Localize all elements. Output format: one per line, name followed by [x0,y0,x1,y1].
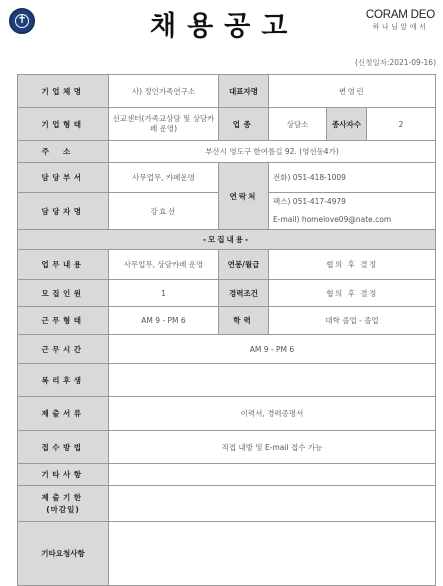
organization-logo [9,8,35,34]
row-work-type [18,307,436,335]
application-date: (신청일자:2021-09-16) [355,58,436,67]
value-documents: 이력서, 경력증명서 [109,397,436,431]
row-benefits [18,364,436,397]
value-work-type: AM 9 - PM 6 [109,307,219,335]
value-etc [109,464,436,486]
value-requests [109,522,436,586]
job-posting-form [17,74,436,586]
value-experience: 협의 후 결정 [269,280,436,307]
label-business-type: 기업형태 [18,108,109,141]
row-headcount [18,280,436,307]
row-etc [18,464,436,486]
row-deadline [18,486,436,522]
label-work-hours: 근무시간 [18,335,109,364]
value-method: 직접 내방 및 E-mail 접수 가능 [109,431,436,464]
brand-mark [366,9,435,32]
value-headcount: 1 [109,280,219,307]
value-salary: 협의 후 결정 [269,250,436,280]
row-department [18,163,436,193]
label-salary: 연봉/월급 [219,250,269,280]
value-job: 사무업무, 상담카페 운영 [109,250,219,280]
value-employees: 2 [367,108,436,141]
label-employees: 종사자수 [327,108,367,141]
row-work-hours [18,335,436,364]
value-industry: 상담소 [269,108,327,141]
brand-name-en: CORAM DEO [365,9,435,21]
label-deadline-sub: (마감일) [46,504,80,514]
label-representative: 대표자명 [219,75,269,108]
value-benefits [109,364,436,397]
row-method [18,431,436,464]
label-department: 담당부서 [18,163,109,193]
row-address [18,141,436,163]
label-work-type: 근무형태 [18,307,109,335]
value-email: E-mail) homelove09@nate.com [273,215,392,224]
row-documents [18,397,436,431]
label-deadline-cell [18,486,109,522]
row-section-header [18,230,436,250]
value-phone: 전화) 051-418-1009 [269,163,436,193]
value-representative: 변영린 [269,75,436,108]
value-fax: 팩스) 051-417-4979 [273,197,346,206]
label-deadline: 제출기한 [41,492,85,502]
label-etc: 기타사항 [18,464,109,486]
row-company [18,75,436,108]
label-manager: 담당자명 [18,193,109,230]
label-industry: 업종 [219,108,269,141]
value-department: 사무업무, 카페운영 [109,163,219,193]
row-business [18,108,436,141]
page-title: 채용공고 [150,11,299,42]
brand-name-ko: 하나님앞에서 [372,23,429,31]
label-method: 접수방법 [18,431,109,464]
value-education: 대학 졸업 - 졸업 [269,307,436,335]
label-address: 주소 [18,141,109,163]
label-company: 기업체명 [18,75,109,108]
value-work-hours: AM 9 - PM 6 [109,335,436,364]
label-experience: 경력조건 [219,280,269,307]
row-job [18,250,436,280]
label-benefits: 복리후생 [18,364,109,397]
row-requests [18,522,436,586]
section-recruitment-details: -모집내용- [18,230,436,250]
label-contact: 연락처 [219,163,269,230]
value-business-type: 선교센터(가족교상담 및 상담카페 운영) [109,108,219,141]
value-company: 사) 정인가족연구소 [109,75,219,108]
label-headcount: 모집인원 [18,280,109,307]
value-deadline [109,486,436,522]
label-job: 업무내용 [18,250,109,280]
label-education: 학력 [219,307,269,335]
value-fax-email [269,193,436,230]
label-documents: 제출서류 [18,397,109,431]
value-address: 부산시 영도구 한여름길 92. (영선동4가) [109,141,436,163]
label-requests: 기타요청사항 [18,522,109,586]
value-manager: 강효선 [109,193,219,230]
